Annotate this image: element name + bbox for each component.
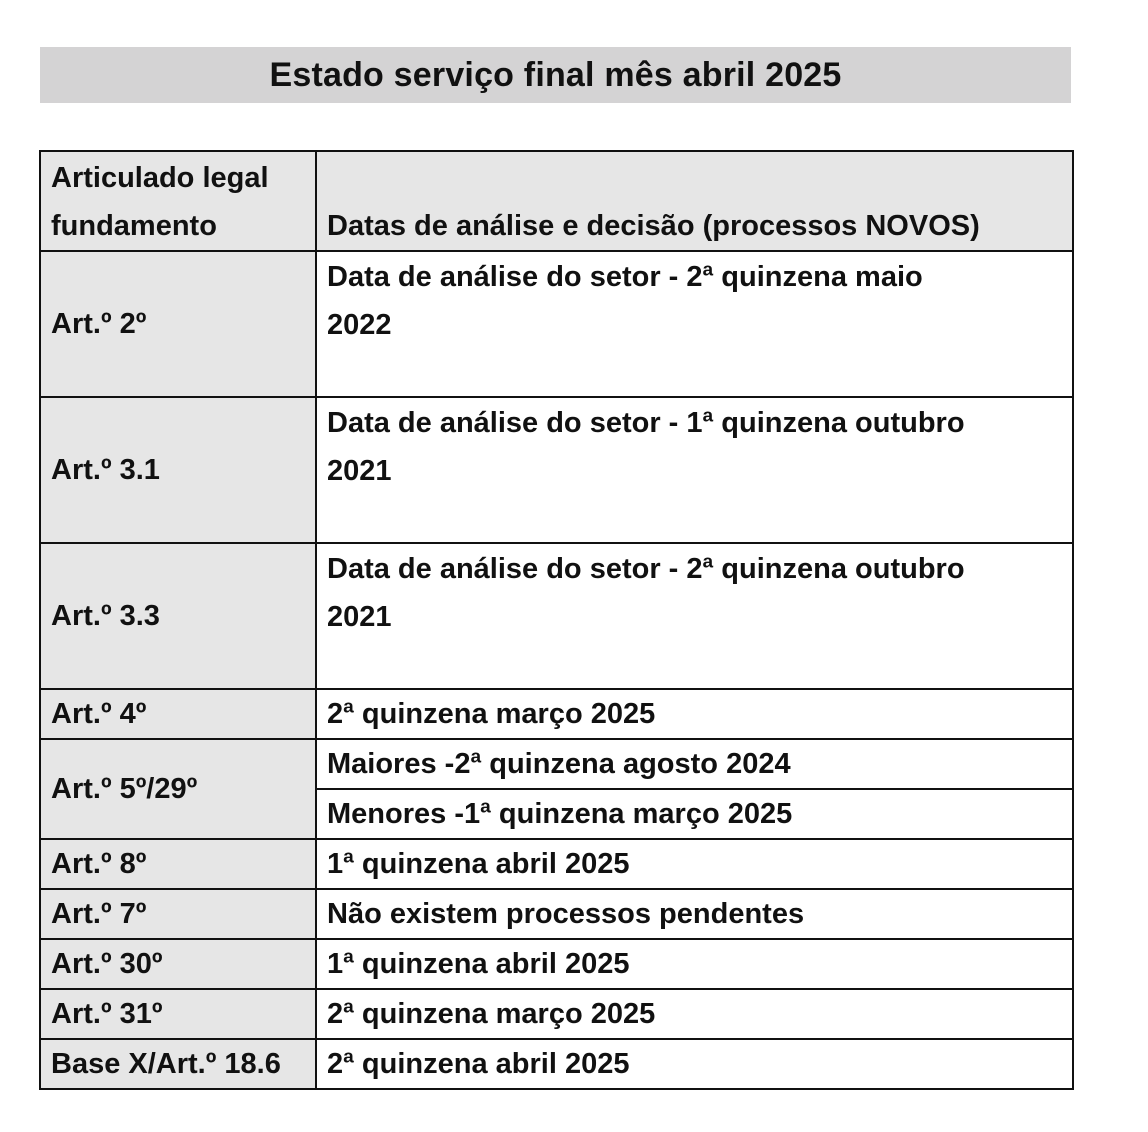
table-row: [40, 397, 1073, 543]
table-row: [40, 689, 1073, 739]
table-row: [40, 839, 1073, 889]
table-row: [40, 251, 1073, 397]
article-cell: Art.º 30º: [40, 939, 316, 989]
article-cell: Base X/Art.º 18.6: [40, 1039, 316, 1089]
article-cell: Art.º 31º: [40, 989, 316, 1039]
table-header-row: [40, 151, 1073, 251]
value-cell: [316, 251, 1073, 397]
value-cell: [316, 543, 1073, 689]
status-table: [39, 150, 1074, 1090]
table-row: [40, 1039, 1073, 1089]
table-row: [40, 889, 1073, 939]
article-cell: Art.º 7º: [40, 889, 316, 939]
value-cell: 2ª quinzena março 2025: [316, 989, 1073, 1039]
value-cell: 1ª quinzena abril 2025: [316, 839, 1073, 889]
value-cell: Não existem processos pendentes: [316, 889, 1073, 939]
header-article: [40, 151, 316, 251]
value-line: Data de análise do setor - 1ª quinzena outubro: [327, 407, 965, 439]
table-row: [40, 989, 1073, 1039]
table-row: [40, 543, 1073, 689]
article-cell: Art.º 3.3: [40, 543, 316, 689]
article-cell: Art.º 8º: [40, 839, 316, 889]
value-line: Data de análise do setor - 2ª quinzena maio: [327, 261, 923, 293]
value-line: Data de análise do setor - 2ª quinzena outubro: [327, 553, 965, 585]
value-line: 2021: [327, 601, 392, 633]
value-line: 2022: [327, 309, 392, 341]
value-cell: [316, 397, 1073, 543]
value-cell: 2ª quinzena abril 2025: [316, 1039, 1073, 1089]
header-article-line2: fundamento: [51, 210, 217, 242]
value-line: 2021: [327, 455, 392, 487]
article-cell: Art.º 5º/29º: [40, 739, 316, 839]
header-article-line1: Articulado legal: [51, 162, 269, 194]
article-cell: Art.º 2º: [40, 251, 316, 397]
article-cell: Art.º 3.1: [40, 397, 316, 543]
article-cell: Art.º 4º: [40, 689, 316, 739]
value-cell: Maiores -2ª quinzena agosto 2024: [316, 739, 1073, 789]
header-dates: Datas de análise e decisão (processos NOVOS): [316, 151, 1073, 251]
page-title: Estado serviço final mês abril 2025: [269, 55, 842, 94]
table-row: [40, 939, 1073, 989]
value-cell: 2ª quinzena março 2025: [316, 689, 1073, 739]
title-banner: [40, 47, 1071, 103]
value-cell: Menores -1ª quinzena março 2025: [316, 789, 1073, 839]
table-row: [40, 739, 1073, 789]
value-cell: 1ª quinzena abril 2025: [316, 939, 1073, 989]
